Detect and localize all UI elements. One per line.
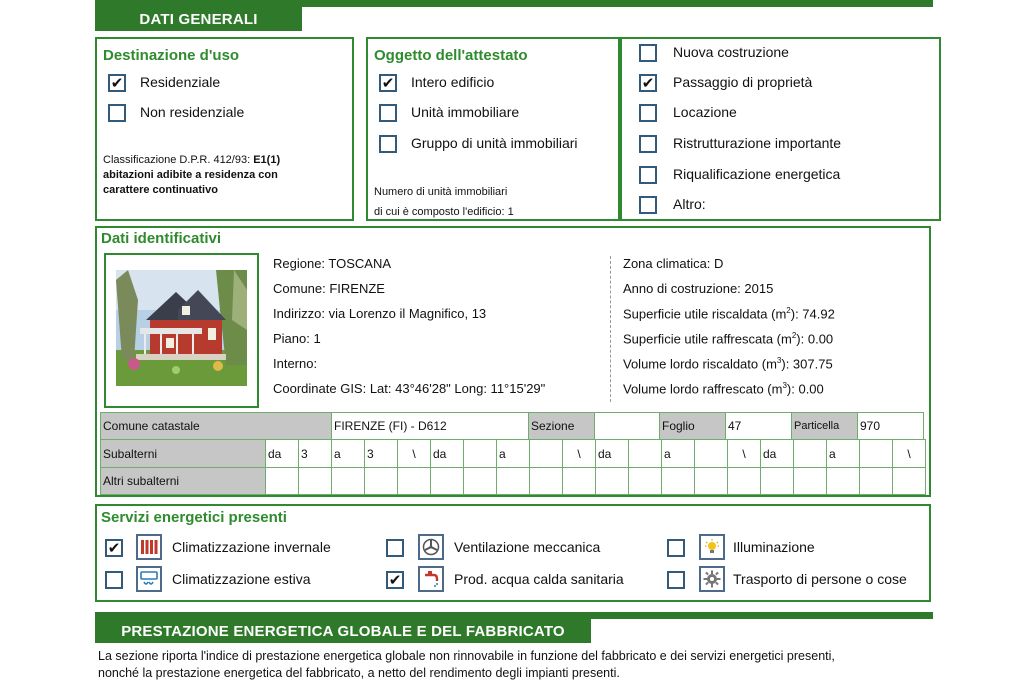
- faucet-icon: [418, 566, 444, 592]
- label-trasporto: Trasporto di persone o cose: [733, 571, 907, 587]
- classification-desc-2: carattere continuativo: [103, 184, 218, 196]
- altri-subalterni-cell[interactable]: [364, 467, 398, 495]
- label-residenziale: Residenziale: [140, 74, 221, 90]
- servizi-energetici-title: Servizi energetici presenti: [101, 509, 287, 526]
- checkbox-altro[interactable]: [639, 196, 657, 214]
- header-bar: [95, 0, 933, 7]
- altri-subalterni-cell[interactable]: [562, 467, 596, 495]
- subalterni-cell[interactable]: [694, 439, 728, 468]
- label-riqualificazione: Riqualificazione energetica: [673, 166, 841, 182]
- info-anno-costruzione: Anno di costruzione: 2015: [623, 281, 774, 296]
- label-altro: Altro:: [673, 196, 706, 212]
- fan-icon: [418, 534, 444, 560]
- sezione-label: Sezione: [528, 412, 595, 440]
- label-illuminazione: Illuminazione: [733, 539, 815, 555]
- checkbox-unita-immobiliare[interactable]: [379, 104, 397, 122]
- comune-catastale-value[interactable]: FIRENZE (FI) - D612: [331, 412, 529, 440]
- classification-desc-1: abitazioni adibite a residenza con: [103, 169, 278, 181]
- info-piano: Piano: 1: [273, 331, 321, 346]
- subalterni-cell[interactable]: \: [562, 439, 596, 468]
- checkbox-illuminazione[interactable]: [667, 539, 685, 557]
- servizi-energetici-box: [95, 504, 931, 602]
- checkbox-nuova-costruzione[interactable]: [639, 44, 657, 62]
- info-interno: Interno:: [273, 356, 318, 371]
- units-line-2: di cui è composto l'edificio: 1: [374, 206, 514, 218]
- label-intero-edificio: Intero edificio: [411, 74, 495, 90]
- particella-label: Particella: [791, 412, 858, 440]
- foglio-label: Foglio: [659, 412, 726, 440]
- checkbox-intero-edificio[interactable]: ✔: [379, 74, 397, 92]
- destinazione-uso-box: [95, 37, 354, 221]
- subalterni-cell[interactable]: [529, 439, 563, 468]
- altri-subalterni-cell[interactable]: [463, 467, 497, 495]
- altri-subalterni-cell[interactable]: [661, 467, 695, 495]
- info-volume-raffrescato: Volume lordo raffrescato $(m^3)$: 0.00: [623, 381, 824, 397]
- label-gruppo-unita: Gruppo di unità immobiliari: [411, 135, 578, 151]
- gear-icon: [699, 566, 725, 592]
- altri-subalterni-cell[interactable]: [430, 467, 464, 495]
- subalterni-cell[interactable]: \: [727, 439, 761, 468]
- subalterni-cell[interactable]: da: [265, 439, 299, 468]
- altri-subalterni-cell[interactable]: [496, 467, 530, 495]
- light-bulb-icon: [699, 534, 725, 560]
- subalterni-cell[interactable]: [628, 439, 662, 468]
- air-conditioner-icon: [136, 566, 162, 592]
- checkbox-non-residenziale[interactable]: [108, 104, 126, 122]
- label-climatizzazione-estiva: Climatizzazione estiva: [172, 571, 311, 587]
- checkbox-climatizzazione-estiva[interactable]: [105, 571, 123, 589]
- performance-text-line-1: La sezione riporta l'indice di prestazione energetica globale non rinnovabile in funzione del fabbricato e dei servizi energetici presenti,: [98, 649, 835, 663]
- checkbox-trasporto[interactable]: [667, 571, 685, 589]
- subalterni-cell[interactable]: da: [760, 439, 794, 468]
- comune-catastale-label: Comune catastale: [100, 412, 332, 440]
- oggetto-attestato-title: Oggetto dell'attestato: [374, 47, 528, 64]
- label-ristrutturazione: Ristrutturazione importante: [673, 135, 842, 151]
- altri-subalterni-cell[interactable]: [727, 467, 761, 495]
- altri-subalterni-cell[interactable]: [298, 467, 332, 495]
- dati-identificativi-title: Dati identificativi: [101, 230, 222, 247]
- subalterni-cell[interactable]: a: [661, 439, 695, 468]
- checkbox-locazione[interactable]: [639, 104, 657, 122]
- info-comune: Comune: FIRENZE: [273, 281, 385, 296]
- performance-header-bar: [95, 612, 933, 619]
- subalterni-cell[interactable]: [463, 439, 497, 468]
- building-photo: [104, 253, 259, 408]
- altri-subalterni-cell[interactable]: [760, 467, 794, 495]
- label-unita-immobiliare: Unità immobiliare: [411, 104, 520, 120]
- label-acqua-calda-sanitaria: Prod. acqua calda sanitaria: [454, 571, 624, 587]
- sezione-value[interactable]: [594, 412, 660, 440]
- label-climatizzazione-invernale: Climatizzazione invernale: [172, 539, 331, 555]
- info-divider: [610, 256, 611, 402]
- subalterni-cell[interactable]: \: [892, 439, 926, 468]
- altri-subalterni-label: Altri subalterni: [100, 467, 266, 495]
- info-regione: Regione: TOSCANA: [273, 256, 392, 271]
- info-indirizzo: Indirizzo: via Lorenzo il Magnifico, 13: [273, 306, 487, 321]
- label-nuova-costruzione: Nuova costruzione: [673, 44, 789, 60]
- section-header-dati-generali: DATI GENERALI: [95, 7, 302, 31]
- subalterni-cell[interactable]: [793, 439, 827, 468]
- motivazione-box: [620, 37, 941, 221]
- subalterni-cell[interactable]: \: [397, 439, 431, 468]
- subalterni-cell[interactable]: da: [430, 439, 464, 468]
- subalterni-cell[interactable]: a: [496, 439, 530, 468]
- info-volume-riscaldato: Volume lordo riscaldato $(m^3)$: 307.75: [623, 356, 833, 372]
- altri-subalterni-cell[interactable]: [859, 467, 893, 495]
- performance-text-line-2: nonché la prestazione energetica del fabbricato, a netto del rendimento degli impianti presenti.: [98, 666, 620, 680]
- info-coordinate-gis: Coordinate GIS: Lat: 43°46'28" Long: 11°15'29": [273, 381, 546, 396]
- checkbox-passaggio-proprieta[interactable]: ✔: [639, 74, 657, 92]
- subalterni-cell[interactable]: da: [595, 439, 629, 468]
- label-ventilazione-meccanica: Ventilazione meccanica: [454, 539, 601, 555]
- info-superficie-raffrescata: Superficie utile raffrescata $(m^2)$: 0.00: [623, 331, 834, 347]
- altri-subalterni-cell[interactable]: [529, 467, 563, 495]
- subalterni-cell[interactable]: a: [826, 439, 860, 468]
- checkbox-gruppo-unita[interactable]: [379, 135, 397, 153]
- altri-subalterni-cell[interactable]: [694, 467, 728, 495]
- checkbox-riqualificazione[interactable]: [639, 166, 657, 184]
- subalterni-cell[interactable]: a: [331, 439, 365, 468]
- altri-subalterni-cell[interactable]: [793, 467, 827, 495]
- label-non-residenziale: Non residenziale: [140, 104, 245, 120]
- altri-subalterni-cell[interactable]: [892, 467, 926, 495]
- checkbox-ristrutturazione[interactable]: [639, 135, 657, 153]
- house-image: [116, 270, 247, 386]
- label-passaggio-proprieta: Passaggio di proprietà: [673, 74, 813, 90]
- subalterni-cell[interactable]: 3: [298, 439, 332, 468]
- particella-value[interactable]: 970: [857, 412, 924, 440]
- subalterni-cell[interactable]: [859, 439, 893, 468]
- units-line-1: Numero di unità immobiliari: [374, 186, 508, 198]
- altri-subalterni-cell[interactable]: [595, 467, 629, 495]
- subalterni-label: Subalterni: [100, 439, 266, 468]
- checkbox-ventilazione-meccanica[interactable]: [386, 539, 404, 557]
- oggetto-attestato-box: [366, 37, 620, 221]
- altri-subalterni-cell[interactable]: [628, 467, 662, 495]
- altri-subalterni-cell[interactable]: [826, 467, 860, 495]
- info-zona-climatica: Zona climatica: D: [623, 256, 724, 271]
- section-header-prestazione: PRESTAZIONE ENERGETICA GLOBALE E DEL FABBRICATO: [95, 619, 591, 643]
- checkbox-climatizzazione-invernale[interactable]: ✔: [105, 539, 123, 557]
- altri-subalterni-cell[interactable]: [397, 467, 431, 495]
- destinazione-uso-title: Destinazione d'uso: [103, 47, 240, 64]
- subalterni-cell[interactable]: 3: [364, 439, 398, 468]
- foglio-value[interactable]: 47: [725, 412, 792, 440]
- checkbox-acqua-calda-sanitaria[interactable]: ✔: [386, 571, 404, 589]
- info-superficie-riscaldata: Superficie utile riscaldata $(m^2)$: 74.92: [623, 306, 835, 322]
- label-locazione: Locazione: [673, 104, 737, 120]
- checkbox-residenziale[interactable]: ✔: [108, 74, 126, 92]
- classification-line: Classificazione D.P.R. 412/93: E1(1): [103, 154, 281, 166]
- altri-subalterni-cell[interactable]: [265, 467, 299, 495]
- altri-subalterni-cell[interactable]: [331, 467, 365, 495]
- radiator-icon: [136, 534, 162, 560]
